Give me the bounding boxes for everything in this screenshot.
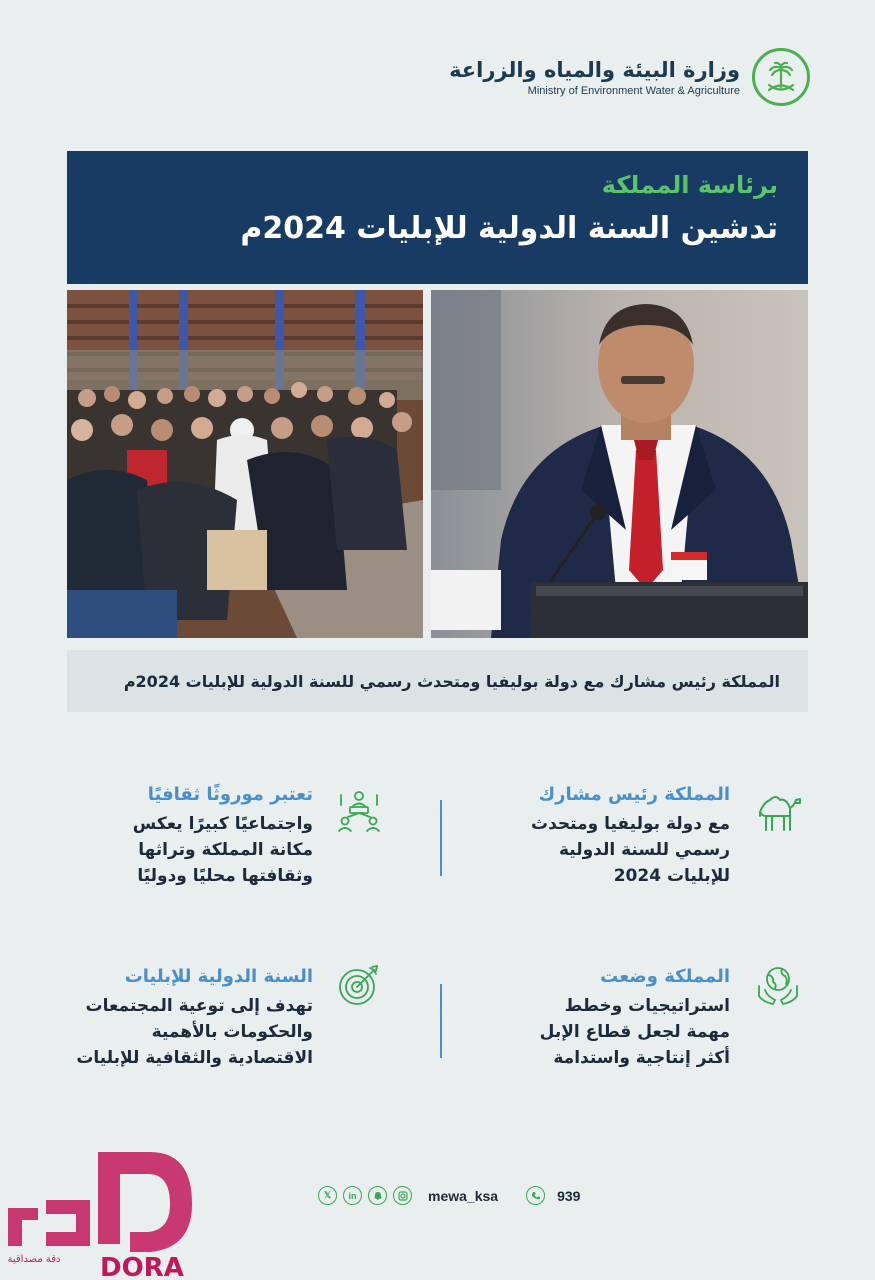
phone-icon [526, 1186, 545, 1205]
divider-top [440, 800, 442, 876]
info-strategy-body: استراتيجيات وخطط مهمة لجعل قطاع الإبل أكثر إنتاجية واستدامة [539, 996, 730, 1068]
info-year-goal-title: السنة الدولية للإبليات [124, 966, 313, 987]
target-icon [336, 964, 380, 1012]
instagram-icon[interactable] [393, 1186, 412, 1205]
info-cochair-body: مع دولة بوليفيا ومتحدث رسمي للسنة الدولية للإبليات 2024 [531, 814, 730, 886]
info-heritage-body: واجتماعيًا كبيرًا يعكس مكانة المملكة وتراثها وثقافتها محليًا ودوليًا [132, 814, 313, 886]
palm-swords-emblem-icon [752, 48, 810, 106]
camel-icon [752, 790, 804, 838]
banner-subtitle: برئاسة المملكة [601, 171, 778, 199]
info-heritage-title: تعتبر موروثًا ثقافيًا [147, 784, 313, 805]
title-banner [67, 151, 808, 284]
info-strategy-title: المملكة وضعت [600, 966, 730, 987]
watermark-arabic: دقة مصداقية [7, 1254, 61, 1265]
x-icon[interactable]: 𝕏 [318, 1186, 337, 1205]
info-strategy [490, 966, 730, 1071]
social-handle[interactable]: mewa_ksa [428, 1187, 499, 1204]
info-year-goal [43, 966, 313, 1071]
watermark-latin: DORA [100, 1253, 184, 1280]
info-cochair [490, 784, 730, 889]
people-network-icon [336, 789, 382, 839]
divider-bottom [440, 984, 442, 1058]
ministry-name [449, 58, 740, 97]
ministry-name-ar: وزارة البيئة والمياه والزراعة [449, 57, 740, 82]
speaker-photo [431, 290, 808, 638]
footer-contact [318, 1186, 580, 1205]
phone-number[interactable]: 939 [557, 1187, 581, 1204]
snapchat-icon[interactable] [368, 1186, 387, 1205]
globe-hands-icon [755, 962, 801, 1012]
dora-watermark [0, 1148, 200, 1280]
info-heritage [53, 784, 313, 889]
banner-title: تدشين السنة الدولية للإبليات 2024م [240, 211, 778, 246]
ministry-logo [449, 48, 810, 106]
photo-caption: المملكة رئيس مشارك مع دولة بوليفيا ومتحدث رسمي للسنة الدولية للإبليات 2024م [67, 650, 808, 712]
linkedin-icon[interactable]: in [343, 1186, 362, 1205]
audience-photo [67, 290, 423, 638]
info-cochair-title: المملكة رئيس مشارك [538, 784, 730, 805]
info-year-goal-body: تهدف إلى توعية المجتمعات والحكومات بالأهمية الاقتصادية والثقافية للإبليات [76, 996, 313, 1068]
ministry-name-en: Ministry of Environment Water & Agriculture [527, 84, 740, 97]
